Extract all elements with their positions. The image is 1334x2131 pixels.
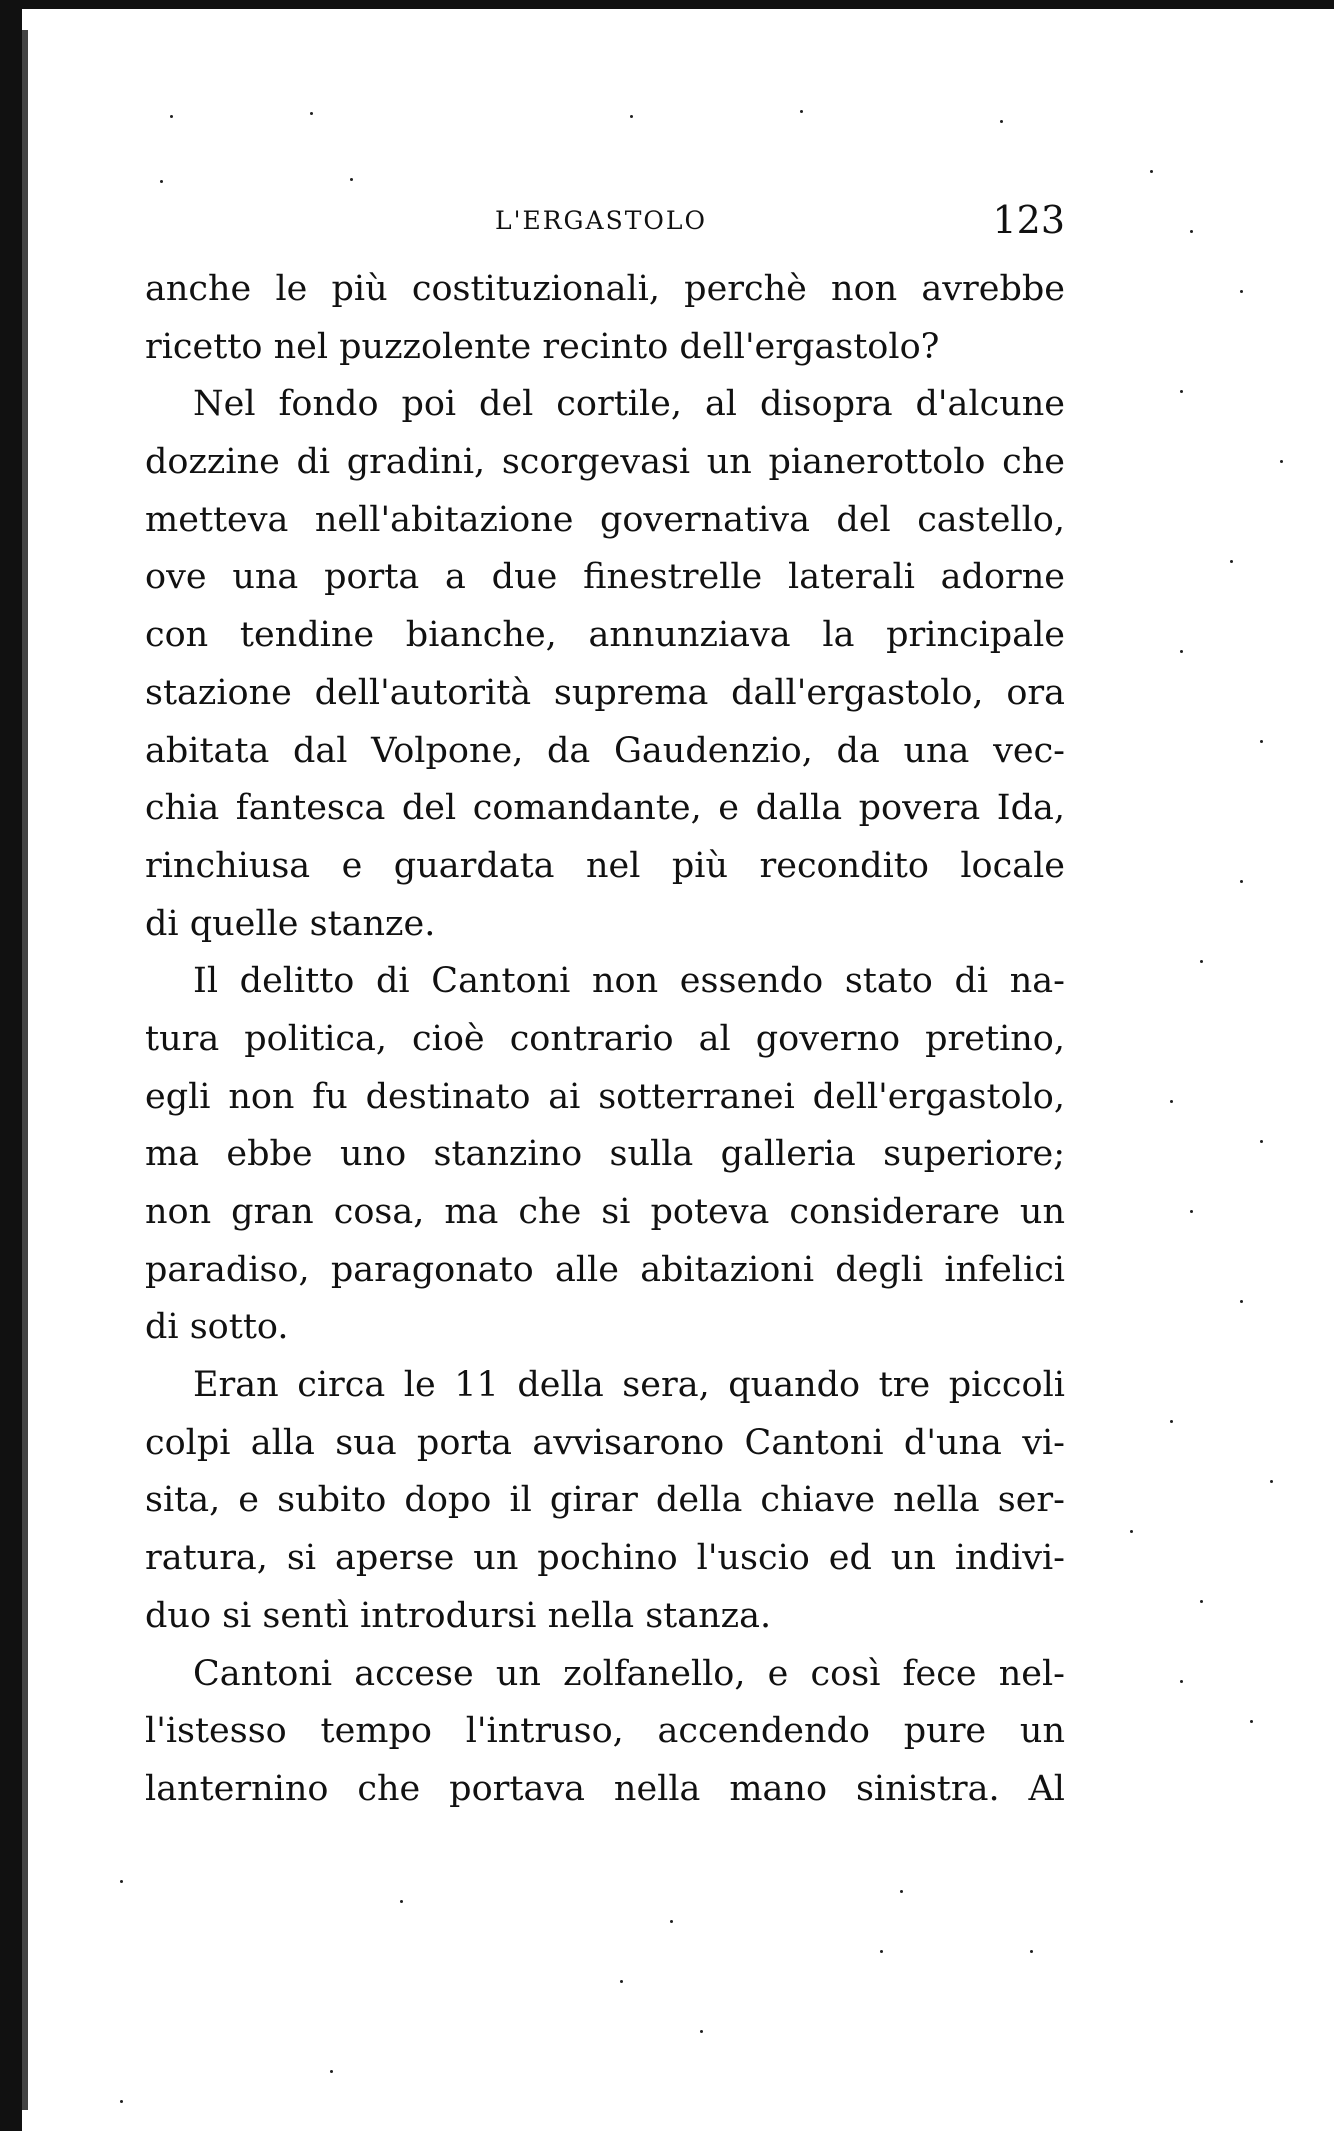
text-line: stazione dell'autorità suprema dall'ergastolo, ora (145, 672, 1065, 713)
speck (1280, 460, 1283, 463)
speck (1180, 1680, 1183, 1683)
speck (800, 110, 803, 113)
speck (900, 1890, 903, 1893)
running-title: L'ERGASTOLO (495, 206, 707, 235)
speck (1190, 230, 1193, 233)
text-line: chia fantesca del comandante, e dalla povera Ida, (145, 788, 1065, 829)
scan-left-shadow (22, 30, 28, 2110)
speck (630, 115, 633, 118)
text-line: rinchiusa e guardata nel più recondito locale (145, 845, 1065, 886)
scan-top-border (0, 0, 1334, 9)
text-line: Nel fondo poi del cortile, al disopra d'alcune (193, 384, 1065, 425)
speck (1190, 1210, 1193, 1213)
body-text (145, 261, 1065, 1819)
text-line: di quelle stanze. (145, 903, 436, 944)
speck (1260, 1140, 1263, 1143)
text-line: con tendine bianche, annunziava la principale (145, 615, 1065, 656)
text-line: lanternino che portava nella mano sinistra. Al (145, 1768, 1065, 1809)
text-line: ma ebbe uno stanzino sulla galleria superiore; (145, 1134, 1065, 1175)
text-line: dozzine di gradini, scorgevasi un pianerottolo che (145, 442, 1065, 483)
speck (120, 2100, 123, 2103)
text-line: ove una porta a due finestrelle laterali adorne (145, 557, 1065, 598)
text-line: ricetto nel puzzolente recinto dell'ergastolo? (145, 326, 940, 367)
page-header (145, 198, 1065, 242)
speck (1240, 1300, 1243, 1303)
speck (1200, 1600, 1203, 1603)
text-line: Eran circa le 11 della sera, quando tre piccoli (193, 1365, 1065, 1406)
text-line: metteva nell'abitazione governativa del castello, (145, 499, 1065, 540)
speck (170, 115, 173, 118)
text-line: di sotto. (145, 1307, 289, 1348)
speck (1150, 170, 1153, 173)
speck (1240, 290, 1243, 293)
speck (400, 1900, 403, 1903)
speck (1270, 1480, 1273, 1483)
text-line: egli non fu destinato ai sotterranei dell'ergastolo, (145, 1076, 1065, 1117)
speck (620, 1980, 623, 1983)
speck (1180, 650, 1183, 653)
speck (1260, 740, 1263, 743)
text-line: non gran cosa, ma che si poteva considerare un (145, 1192, 1065, 1232)
text-line: paradiso, paragonato alle abitazioni degli infelici (145, 1249, 1065, 1290)
speck (330, 2070, 333, 2073)
text-line: Cantoni accese un zolfanello, e così fece nel- (193, 1653, 1065, 1694)
page-number: 123 (992, 198, 1065, 242)
speck (1180, 390, 1183, 393)
text-line: sita, e subito dopo il girar della chiave nella ser- (145, 1480, 1065, 1521)
text-line: ratura, si aperse un pochino l'uscio ed un indivi- (145, 1538, 1065, 1579)
speck (1170, 1100, 1173, 1103)
text-line: l'istesso tempo l'intruso, accendendo pure un (145, 1711, 1065, 1752)
speck (1170, 1420, 1173, 1423)
speck (1000, 120, 1003, 123)
speck (310, 112, 313, 115)
speck (1240, 880, 1243, 883)
text-line: colpi alla sua porta avvisarono Cantoni d'una vi- (145, 1422, 1065, 1463)
speck (1230, 560, 1233, 563)
speck (1250, 1720, 1253, 1723)
speck (1130, 1530, 1133, 1533)
speck (1030, 1950, 1033, 1953)
speck (670, 1920, 673, 1923)
scan-left-border (0, 0, 22, 2131)
speck (120, 1880, 123, 1883)
speck (160, 180, 163, 183)
speck (350, 178, 353, 181)
text-line: Il delitto di Cantoni non essendo stato di na- (193, 961, 1065, 1002)
speck (700, 2030, 703, 2033)
text-line: abitata dal Volpone, da Gaudenzio, da una vec- (145, 730, 1065, 771)
text-line: duo si sentì introdursi nella stanza. (145, 1595, 772, 1636)
speck (880, 1950, 883, 1953)
text-line: tura politica, cioè contrario al governo pretino, (145, 1018, 1065, 1059)
speck (1200, 960, 1203, 963)
text-line: anche le più costituzionali, perchè non avrebbe (145, 269, 1065, 309)
